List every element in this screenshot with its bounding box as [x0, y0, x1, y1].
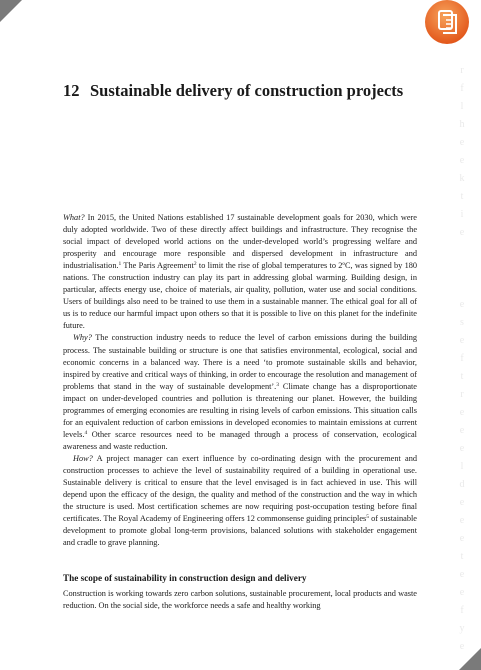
chapter-title: Sustainable delivery of construction projects	[90, 81, 404, 100]
chapter-heading	[63, 80, 423, 101]
bleed-through-text: r f l h e e k t i e e s e f t r e e e l d e e e t e e f y e	[459, 65, 465, 652]
paragraph-lead: Why?	[73, 333, 92, 343]
section-heading: The scope of sustainability in construction design and delivery	[63, 573, 307, 583]
page-corner-top-left	[0, 0, 22, 22]
footnote-marker: 4	[84, 429, 88, 436]
body-paragraph: Why? The construction industry needs to reduce the level of carbon emissions during the building process. The sustainable building or structure is one that satisfies environmental, ecological, social and economic concerns in a balanced way. There is a need ‘to promote sustainable skills and behavior, inspired by creative and critical ways of thinking, in order to encourage the resolution and management of problems that stand in the way of sustainable development’.$^3$ Climate change has a disproportionate impact on under-developed countries and pollution is threatening our planet. However, the building programmes of emerging economies are resulting in rising levels of carbon emissions. This situation calls for an equivalent reduction of carbon emissions in developed economies to maintain emissions at current levels.$^4$ Other scarce resources need to be managed through a process of conservation, ecological awareness and waste reduction.	[63, 333, 417, 451]
body-paragraph: What? In 2015, the United Nations established 17 sustainable development goals for 2030, which were duly adopted worldwide. Two of these directly affect buildings and infrastructure. They recognise the social impact of developed world actions on the under-developed world’s progressing welfare and prosperity and encourage more responsible and dispersed development in infrastructure and industrialisation.$^1$ The Paris Agreement$^2$ to limit the rise of global temperatures to 2ºC, was signed by 180 nations. The construction industry can play its part in addressing global warming. Building design, in particular, affects energy use, choice of materials, air quality, pollution, water use and social conditions. Users of buildings also need to be trained to use them in a sustainable manner. The ethical goal for all of us is to reduce our harmful impact upon others so that it is possible to live on this planet for the indefinite future.	[63, 213, 418, 331]
paragraph-lead: What?	[63, 213, 85, 222]
section-paragraph: Construction is working towards zero carbon solutions, sustainable procurement, local products and waste reduction. On the social side, the workforce needs a safe and healthy working	[63, 589, 417, 611]
body-text	[63, 212, 417, 549]
page-view-icon	[418, 0, 476, 50]
chapter-number: 12	[63, 81, 80, 100]
paragraph-lead: How?	[73, 453, 93, 463]
body-paragraph: How? A project manager can exert influence by co-ordinating design with the procurement and construction processes to achieve the level of sustainability required of a building in operational use. Sustainable delivery is critical to ensure that the level envisaged is in fact achieved in use. This will depend upon the efficacy of the design, the quality and method of the construction and the way in which the structure is used. Most certification schemes are now requiring post-occupation testing before final certificates. The Royal Academy of Engineering offers 12 commonsense guiding principles$^5$ of sustainable development to promote global long-term provisions, balanced solutions with stakeholder engagement and cradle to grave planning.	[63, 453, 417, 548]
section-body	[63, 588, 417, 612]
footnote-marker: 2	[193, 261, 197, 268]
page-view-button[interactable]	[418, 0, 476, 50]
footnote-marker: 3	[276, 381, 280, 388]
footnote-marker: 5	[366, 514, 370, 521]
footnote-marker: 1	[118, 261, 122, 268]
